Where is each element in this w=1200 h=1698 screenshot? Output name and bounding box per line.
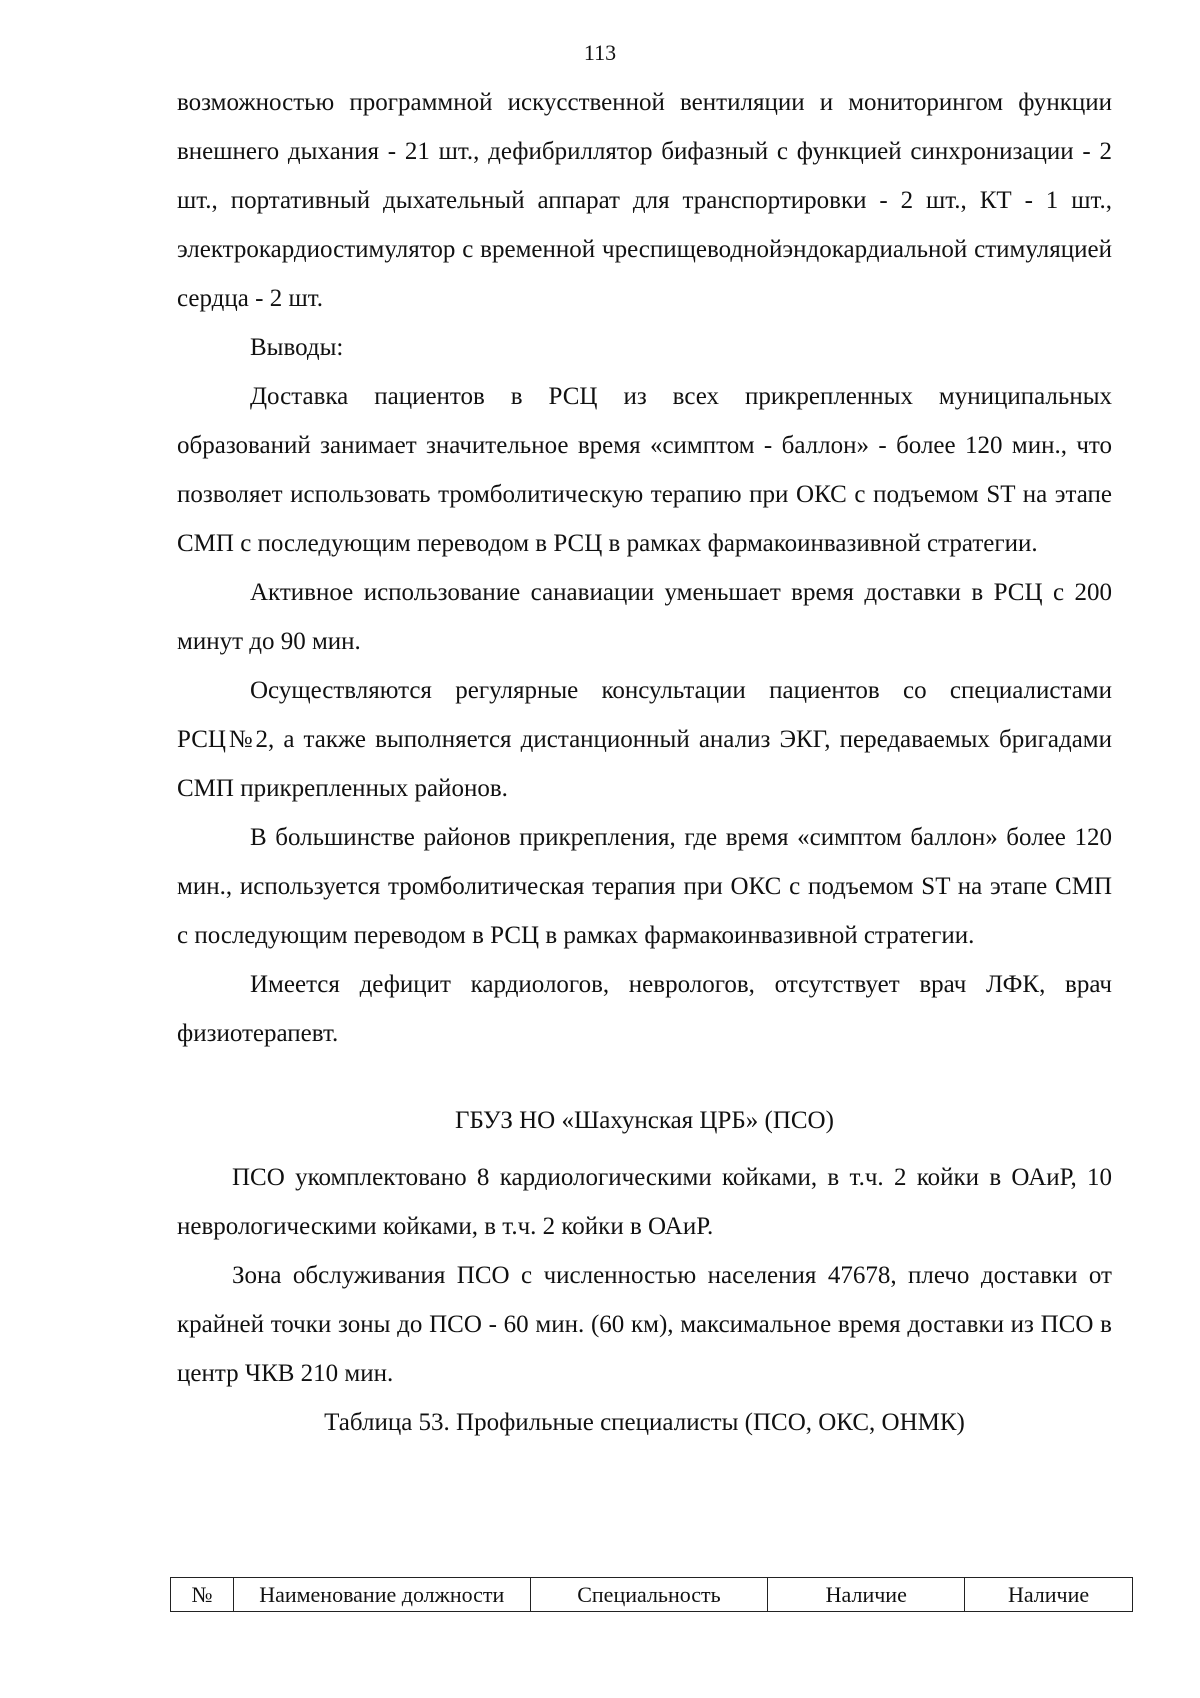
header-availability-1: Наличие — [768, 1578, 965, 1612]
paragraph-service-zone: Зона обслуживания ПСО с численностью населения 47678, плечо доставки от крайней точки зоны до ПСО - 60 мин. (60 км), максимальное время доставки из ПСО в центр ЧКВ 210 мин. — [177, 1262, 1112, 1387]
paragraph-beds: ПСО укомплектовано 8 кардиологическими койками, в т.ч. 2 койки в ОАиР, 10 неврологическими койками, в т.ч. 2 койки в ОАиР. — [177, 1164, 1112, 1240]
paragraph-consultations: Осуществляются регулярные консультации пациентов со специалистами РСЦ№2, а также выполняется дистанционный анализ ЭКГ, передаваемых бригадами СМП прикрепленных районов. — [177, 677, 1112, 802]
page-number: 113 — [583, 40, 617, 65]
paragraph-air-ambulance: Активное использование санавиации уменьшает время доставки в РСЦ с 200 минут до 90 мин. — [177, 579, 1112, 655]
header-availability-2: Наличие — [965, 1578, 1133, 1612]
section-title: ГБУЗ НО «Шахунская ЦРБ» (ПСО) — [455, 1107, 834, 1134]
paragraph-delivery: Доставка пациентов в РСЦ из всех прикрепленных муниципальных образований занимает значительное время «симптом - баллон» - более 120 мин., что позволяет использовать тромболитическую терапию при ОКС с подъемом ST на этапе СМП с последующим переводом в РСЦ в рамках фармакоинвазивной стратегии. — [177, 383, 1112, 557]
table-caption: Таблица 53. Профильные специалисты (ПСО, ОКС, ОНМК) — [324, 1409, 965, 1436]
document-body — [177, 78, 1112, 1447]
table-header-row — [171, 1578, 1133, 1612]
specialists-table — [170, 1577, 1133, 1612]
header-specialty: Специальность — [530, 1578, 768, 1612]
header-num: № — [171, 1578, 234, 1612]
paragraph-thrombolysis: В большинстве районов прикрепления, где время «симптом баллон» более 120 мин., используется тромболитическая терапия при ОКС с подъемом ST на этапе СМП с последующим переводом в РСЦ в рамках фармакоинвазивной стратегии. — [177, 824, 1112, 949]
paragraph-equipment: возможностью программной искусственной вентиляции и мониторингом функции внешнего дыхания - 21 шт., дефибриллятор бифазный с функцией синхронизации - 2 шт., портативный дыхательный аппарат для транспортировки - 2 шт., КТ - 1 шт., электрокардиостимулятор с временной чреспищеводнойэндокардиальной стимуляцией сердца - 2 шт. — [177, 89, 1112, 312]
header-position: Наименование должности — [233, 1578, 530, 1612]
conclusions-heading: Выводы: — [250, 334, 344, 361]
paragraph-staff-deficit: Имеется дефицит кардиологов, неврологов, отсутствует врач ЛФК, врач физиотерапевт. — [177, 971, 1112, 1047]
